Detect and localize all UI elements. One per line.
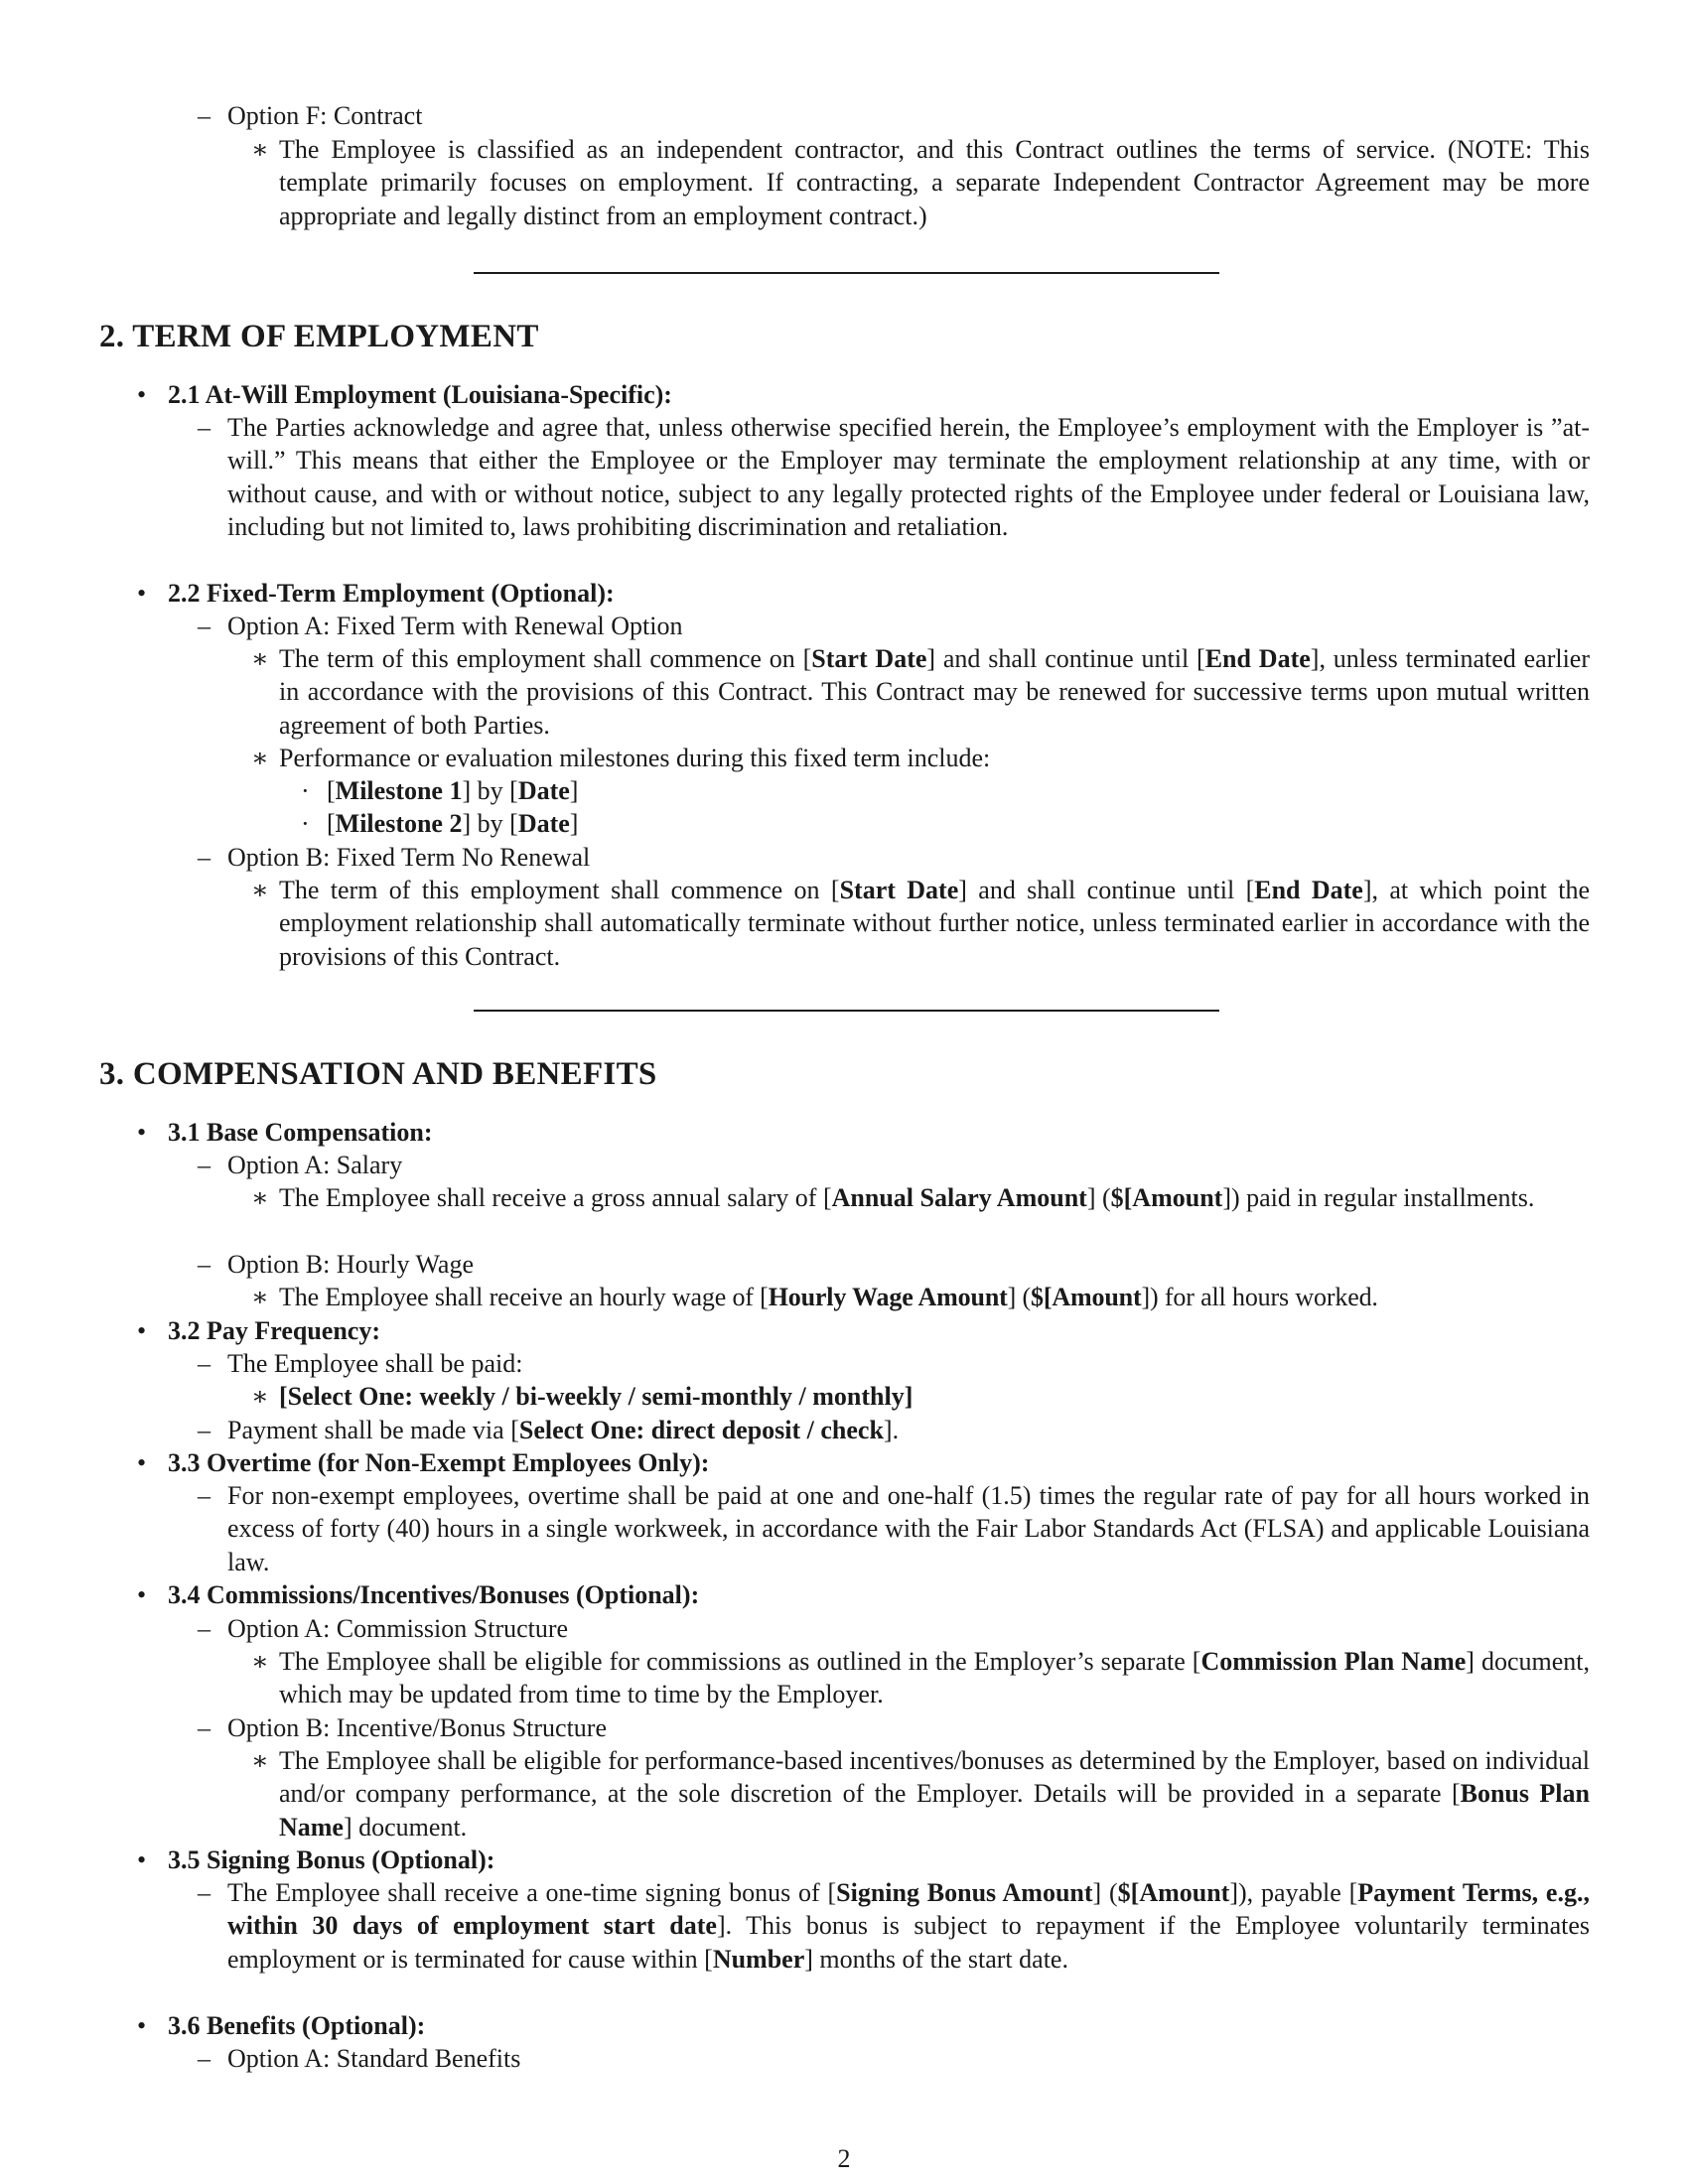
bullet-marker: • [137, 1118, 147, 1147]
option-b-text: The term of this employment shall commence on [Start Date] and shall continue until [End Date], at which point the employment relationship shall automatically terminate without further notice, unless terminated earlier in accordance with the provisions of this Contract. [279, 876, 1590, 971]
clause-3-4-title: 3.4 Commissions/Incentives/Bonuses (Optional): [168, 1580, 700, 1609]
asterisk-marker: ∗ [251, 1746, 269, 1775]
option-b-label: Option B: Incentive/Bonus Structure [227, 1713, 608, 1742]
clause-2-1-text: The Parties acknowledge and agree that, unless otherwise specified herein, the Employee’s employment with the Employer is ”at-will.” This means that either the Employee or the Employer may terminate the employment relationship at any time, with or without cause, and with or without notice, subject to any legally protected rights of the Employee under federal or Louisiana law, including but not limited to, laws prohibiting discrimination and retaliation. [227, 413, 1590, 541]
option-f-text: The Employee is classified as an independent contractor, and this Contract outlines the terms of service. (NOTE: This template primarily focuses on employment. If contracting, a separate Independent Contractor Agreement may be more appropriate and legally distinct from an employment contract.) [279, 135, 1590, 230]
dash-marker: – [198, 101, 211, 130]
dash-marker: – [198, 1250, 211, 1279]
asterisk-marker: ∗ [251, 876, 269, 904]
clause-2-2-title: 2.2 Fixed-Term Employment (Optional): [168, 579, 615, 608]
milestones-intro: Performance or evaluation milestones during this fixed term include: [279, 744, 991, 772]
asterisk-marker: ∗ [251, 1283, 269, 1311]
bullet-marker: • [137, 1448, 147, 1477]
dash-marker: – [198, 1349, 211, 1378]
clause-3-3-title: 3.3 Overtime (for Non-Exempt Employees Only): [168, 1448, 710, 1477]
option-a-label: Option A: Standard Benefits [227, 2044, 521, 2073]
end-date-placeholder: End Date [1254, 876, 1363, 904]
section-divider [474, 272, 1219, 274]
clause-3-2-title: 3.2 Pay Frequency: [168, 1316, 380, 1345]
option-f-label: Option F: Contract [227, 101, 423, 130]
milestone-item: [Milestone 1] by [Date] [327, 776, 579, 805]
bullet-marker: • [137, 579, 147, 608]
option-a-label: Option A: Salary [227, 1151, 403, 1179]
clause-2-1-title: 2.1 At-Will Employment (Louisiana-Specific): [168, 380, 672, 409]
hourly-wage-text: The Employee shall receive an hourly wage of [Hourly Wage Amount] ($[Amount]) for all hours worked. [279, 1283, 1378, 1311]
asterisk-marker: ∗ [251, 1647, 269, 1676]
salary-text: The Employee shall receive a gross annual salary of [Annual Salary Amount] ($[Amount]) paid in regular installments. [279, 1183, 1535, 1212]
start-date-placeholder: Start Date [839, 876, 959, 904]
clause-3-1-title: 3.1 Base Compensation: [168, 1118, 433, 1147]
dash-marker: – [198, 612, 211, 640]
dash-marker: – [198, 1481, 211, 1510]
section-divider [474, 1010, 1219, 1012]
clause-3-6-title: 3.6 Benefits (Optional): [168, 2011, 426, 2040]
commission-text: The Employee shall be eligible for commissions as outlined in the Employer’s separate [Commission Plan Name] document, which may be updated from time to time by the Employer. [279, 1647, 1590, 1709]
milestone-item: [Milestone 2] by [Date] [327, 809, 579, 838]
end-date-placeholder: End Date [1204, 644, 1311, 673]
page-number: 2 [837, 2144, 851, 2173]
bullet-marker: • [137, 1580, 147, 1609]
option-a-text: The term of this employment shall commence on [Start Date] and shall continue until [End Date], unless terminated earlier in accordance with the provisions of this Contract. This Contract may be renewed for successive terms upon mutual written agreement of both Parties. [279, 644, 1590, 740]
option-a-label: Option A: Fixed Term with Renewal Option [227, 612, 683, 640]
asterisk-marker: ∗ [251, 1183, 269, 1212]
bullet-marker: • [137, 380, 147, 409]
section-2-heading: 2. TERM OF EMPLOYMENT [99, 319, 539, 354]
dot-marker: · [301, 809, 310, 838]
option-a-label: Option A: Commission Structure [227, 1614, 569, 1643]
paid-label: The Employee shall be paid: [227, 1349, 523, 1378]
bullet-marker: • [137, 1316, 147, 1345]
bullet-marker: • [137, 2011, 147, 2040]
dash-marker: – [198, 1151, 211, 1179]
payment-method-text: Payment shall be made via [Select One: direct deposit / check]. [227, 1416, 900, 1444]
dash-marker: – [198, 413, 211, 442]
clause-3-5-title: 3.5 Signing Bonus (Optional): [168, 1845, 495, 1874]
dash-marker: – [198, 843, 211, 872]
dash-marker: – [198, 1713, 211, 1742]
dash-marker: – [198, 2044, 211, 2073]
option-b-label: Option B: Fixed Term No Renewal [227, 843, 591, 872]
dash-marker: – [198, 1878, 211, 1907]
dash-marker: – [198, 1614, 211, 1643]
option-b-label: Option B: Hourly Wage [227, 1250, 475, 1279]
asterisk-marker: ∗ [251, 744, 269, 772]
asterisk-marker: ∗ [251, 1382, 269, 1411]
section-3-heading: 3. COMPENSATION AND BENEFITS [99, 1056, 657, 1092]
dash-marker: – [198, 1416, 211, 1444]
overtime-text: For non-exempt employees, overtime shall be paid at one and one-half (1.5) times the regular rate of pay for all hours worked in excess of forty (40) hours in a single workweek, in accordance with the Fair Labor Standards Act (FLSA) and applicable Louisiana law. [227, 1481, 1590, 1576]
pay-frequency-select: [Select One: weekly / bi-weekly / semi-monthly / monthly] [279, 1382, 914, 1411]
bonus-text: The Employee shall be eligible for performance-based incentives/bonuses as determined by the Employer, based on individual and/or company performance, at the sole discretion of the Employer. Details will be provided in a separate [Bonus Plan Name] document. [279, 1746, 1590, 1842]
asterisk-marker: ∗ [251, 644, 269, 673]
bullet-marker: • [137, 1845, 147, 1874]
asterisk-marker: ∗ [251, 135, 269, 164]
start-date-placeholder: Start Date [811, 644, 927, 673]
dot-marker: · [301, 776, 310, 805]
signing-bonus-text: The Employee shall receive a one-time signing bonus of [Signing Bonus Amount] ($[Amount]), payable [Payment Terms, e.g., within 30 days of employment start date]. This bonus is subject to repayment if the Employee voluntarily terminates employment or is terminated for cause within [Number] months of the start date. [227, 1878, 1590, 1974]
